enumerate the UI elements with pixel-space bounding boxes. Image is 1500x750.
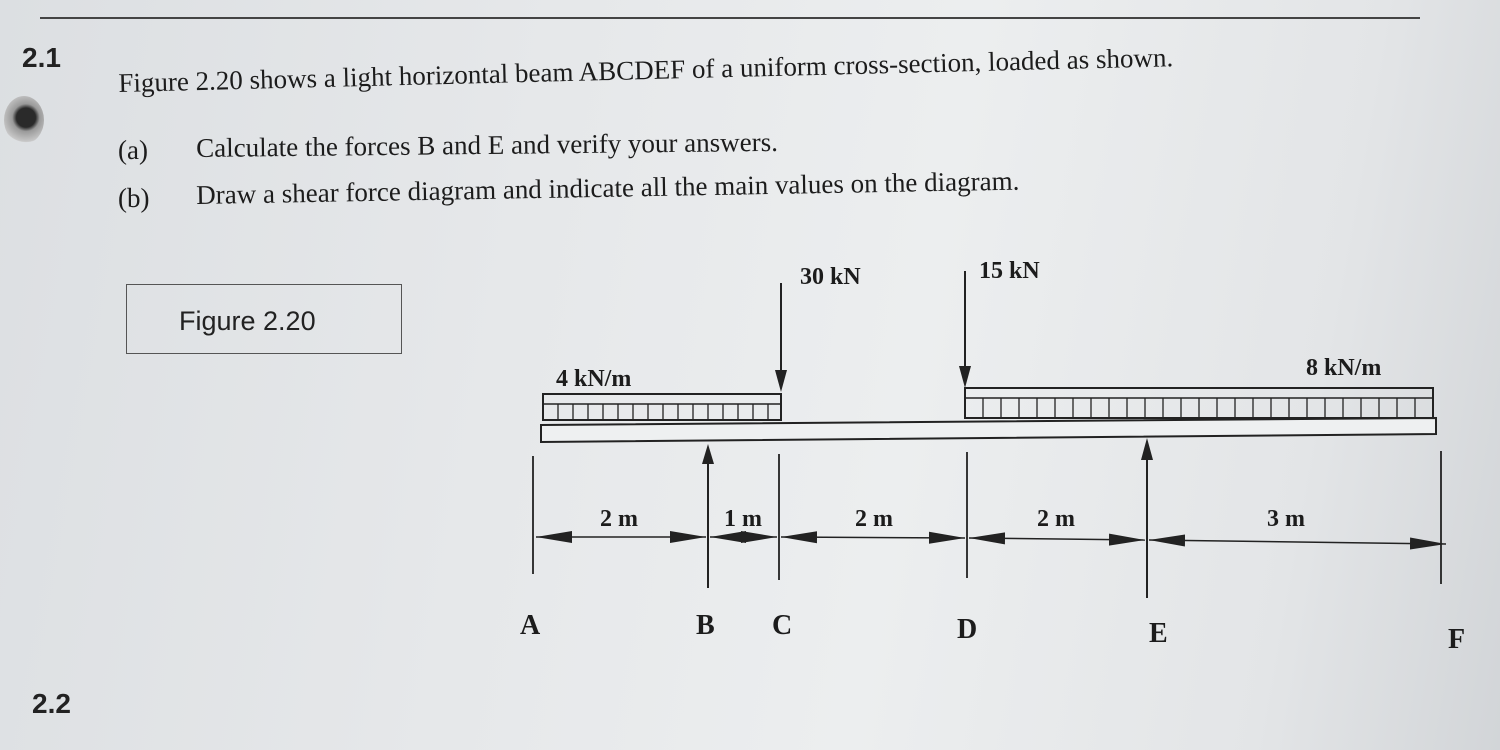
point-load-d-arrow	[959, 271, 971, 388]
point-load-c-label: 30 kN	[800, 264, 861, 290]
question-number: 2.1	[22, 42, 61, 73]
udl-right-block	[965, 388, 1433, 418]
dimension-lines	[536, 537, 1446, 544]
point-load-d-label: 15 kN	[979, 258, 1040, 284]
part-b-label: (b)	[118, 183, 150, 213]
span-cd-label: 2 m	[855, 506, 893, 532]
span-bc-label: 1 m	[724, 506, 762, 532]
point-a-label: A	[520, 610, 541, 641]
point-load-c-arrow	[775, 283, 787, 392]
question-intro: Figure 2.20 shows a light horizontal beam ABCDEF of a uniform cross-section, loaded as shown.	[118, 42, 1174, 98]
span-ef-label: 3 m	[1267, 506, 1305, 532]
reaction-b-arrow	[702, 444, 714, 588]
point-f-label: F	[1448, 624, 1466, 655]
part-a-text: Calculate the forces B and E and verify your answers.	[196, 126, 779, 163]
part-b-text: Draw a shear force diagram and indicate all the main values on the diagram.	[196, 165, 1020, 210]
point-b-label: B	[696, 610, 715, 641]
beam	[541, 418, 1436, 442]
point-c-label: C	[772, 610, 793, 641]
udl-left-label: 4 kN/m	[556, 366, 632, 392]
reaction-e-arrow	[1141, 438, 1153, 598]
udl-right-label: 8 kN/m	[1306, 355, 1382, 381]
udl-left-block	[543, 394, 781, 420]
next-question-number: 2.2	[32, 688, 71, 719]
span-de-label: 2 m	[1037, 506, 1075, 532]
point-e-label: E	[1149, 618, 1168, 649]
span-ab-label: 2 m	[600, 506, 638, 532]
part-a-label: (a)	[118, 135, 148, 165]
point-d-label: D	[957, 614, 978, 645]
figure-caption: Figure 2.20	[179, 306, 316, 336]
